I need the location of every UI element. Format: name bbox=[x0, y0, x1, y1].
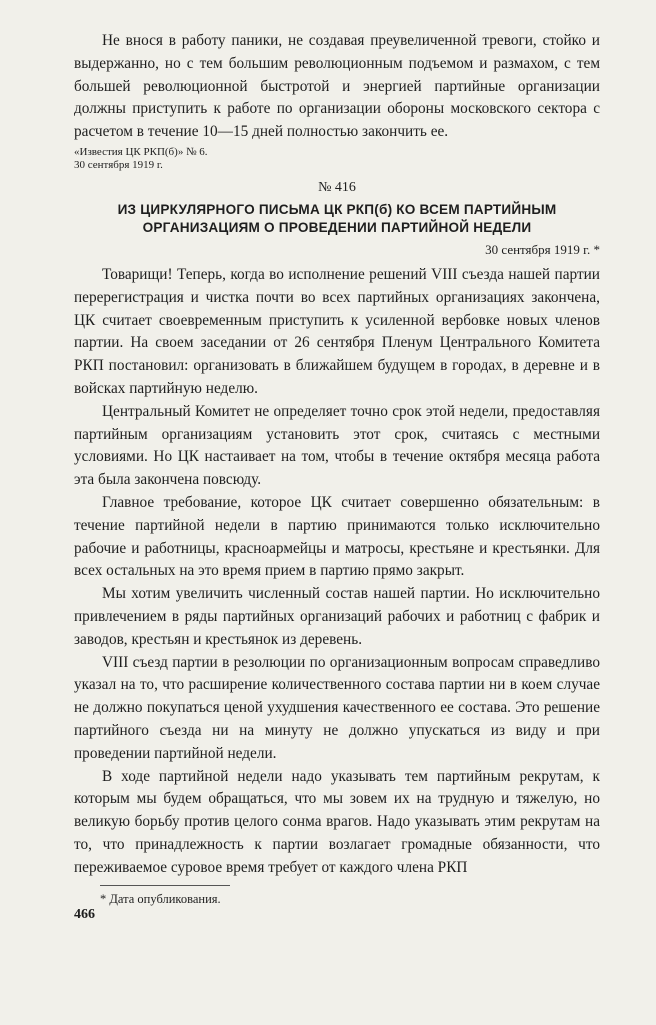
document-number: № 416 bbox=[318, 179, 356, 195]
title-line-2: ОРГАНИЗАЦИЯМ О ПРОВЕДЕНИИ ПАРТИЙНОЙ НЕДЕЛИ bbox=[142, 219, 532, 235]
document-date: 30 сентября 1919 г. * bbox=[485, 241, 600, 257]
source-line-2: 30 сентября 1919 г. bbox=[74, 158, 163, 171]
paragraph-4: Мы хотим увеличить численный состав нашей партии. Но исключительно привлечением в ряды партийных организаций рабочих и работниц с фабрик и заводов, крестьян и крестьянок из деревень. bbox=[74, 585, 600, 648]
page-number: 466 bbox=[74, 907, 95, 922]
paragraph-1: Товарищи! Теперь, когда во исполнение решений VIII съезда нашей партии перерегистрация и чистка почти во всех партийных организациях закончена, ЦК считает своевременным приступить к усиленной вербовке новых членов партии. На своем заседании от 26 сентября Пленум Центрального Комитета РКП постановил: организовать в ближайшем будущем в городах, в деревне и в войсках партийную неделю. bbox=[74, 265, 600, 397]
page-content bbox=[74, 30, 600, 907]
intro-paragraph: Не внося в работу паники, не создавая преувеличенной тревоги, стойко и выдержанно, но с тем большим революционным подъемом и размахом, с тем большей революционной быстротой и энергией партийные организации должны приступить к работе по организации обороны московского сектора с расчетом в течение 10—15 дней полностью закончить ее. bbox=[74, 32, 600, 141]
paragraph-6: В ходе партийной недели надо указывать тем партийным рекрутам, к которым мы будем обращаться, что мы зовем их на трудную и тяжелую, но великую борьбу против целого сонма врагов. Надо указывать этим рекрутам на то, что принадлежность к партии возлагает громадные обязанности, что переживаемое суровое время требует от каждого члена РКП bbox=[74, 767, 600, 876]
paragraph-2: Центральный Комитет не определяет точно срок этой недели, предоставляя партийным организациям установить этот срок, считаясь с местными условиями. Но ЦК настаивает на том, чтобы в течение октября месяца работа эта была закончена повсюду. bbox=[74, 402, 600, 489]
source-line-1: «Известия ЦК РКП(б)» № 6. bbox=[74, 145, 208, 158]
paragraph-3: Главное требование, которое ЦК считает совершенно обязательным: в течение партийной недели в партию принимаются только исключительно рабочие и работницы, красноармейцы и матросы, крестьяне и крестьянки. Для всех остальных на это время прием в партию прямо закрыт. bbox=[74, 493, 600, 580]
title-line-1: ИЗ ЦИРКУЛЯРНОГО ПИСЬМА ЦК РКП(б) КО ВСЕМ ПАРТИЙНЫМ bbox=[117, 201, 557, 217]
source-citation bbox=[74, 146, 600, 172]
document-title bbox=[74, 201, 600, 237]
footnote-divider bbox=[100, 885, 230, 886]
paragraph-5: VIII съезд партии в резолюции по организационным вопросам справедливо указал на то, что расширение количественного состава партии ни в коем случае не должно покупаться ценой ухудшения качественного ее состава. Это решение партийного съезда ни на минуту не должно упускаться из виду и при проведении партийной недели. bbox=[74, 653, 600, 762]
footnote: * Дата опубликования. bbox=[100, 891, 221, 906]
